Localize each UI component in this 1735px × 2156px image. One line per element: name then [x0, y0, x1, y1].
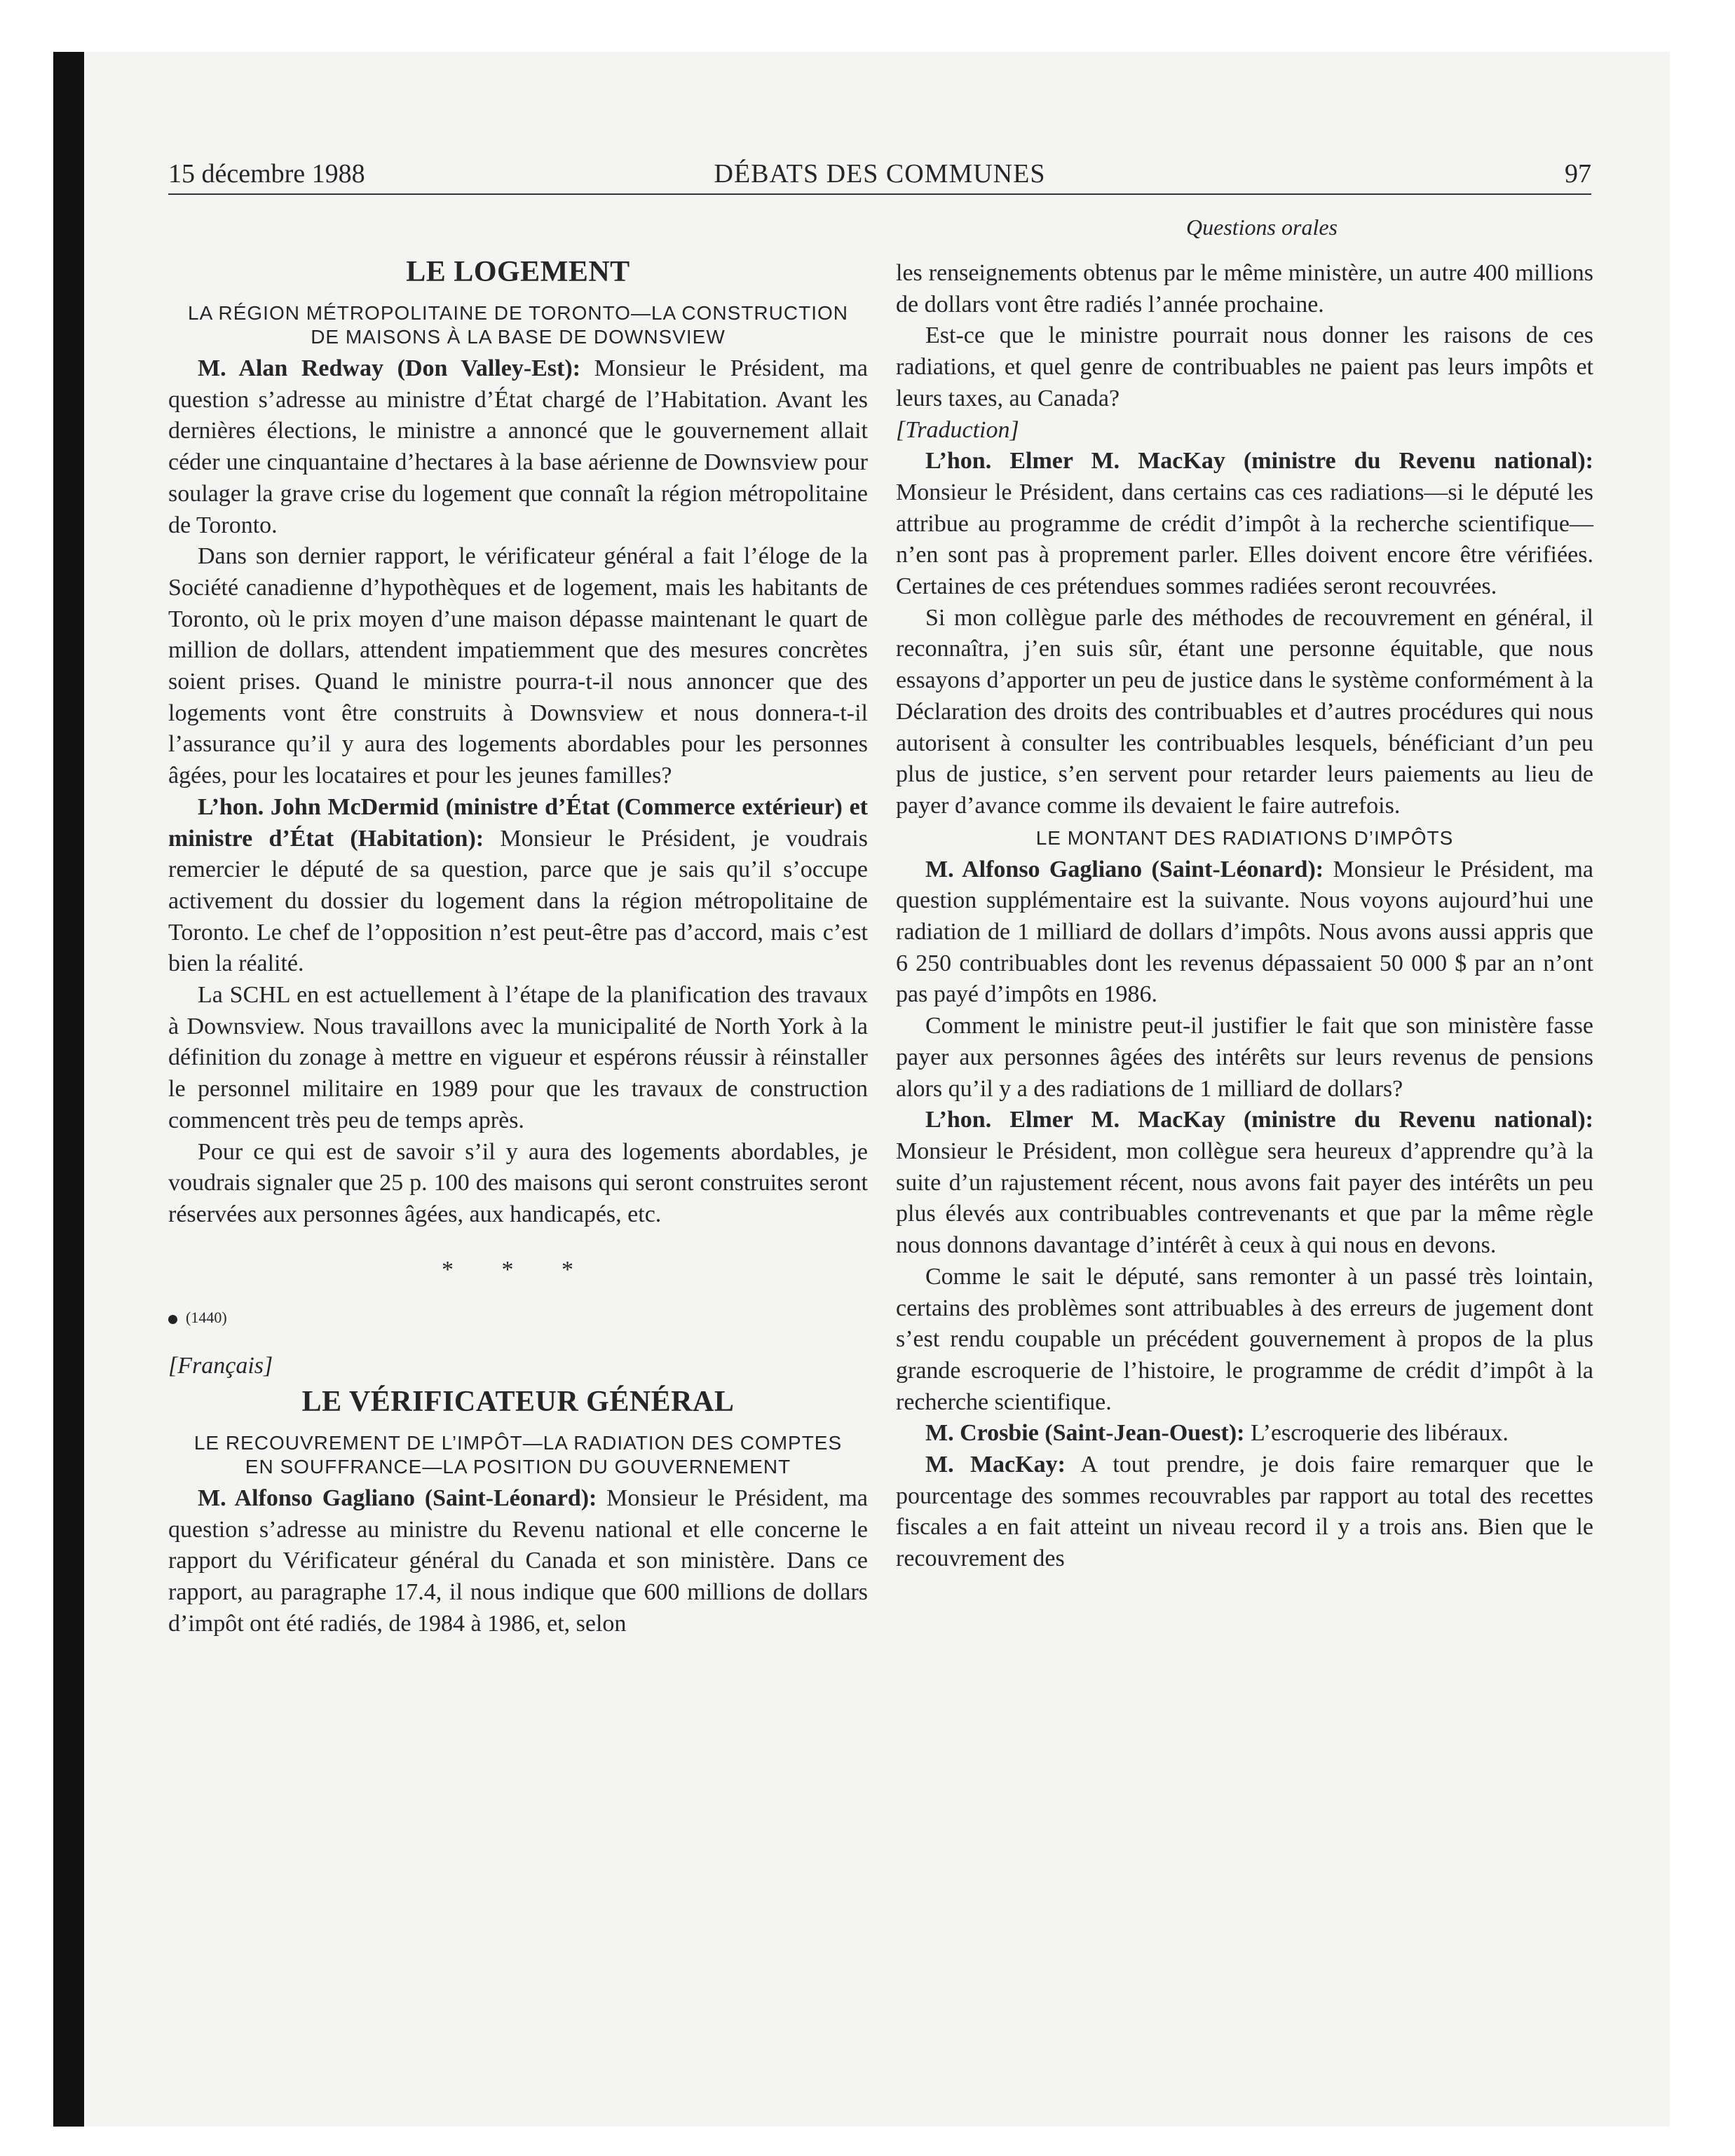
paragraph: M. Crosbie (Saint-Jean-Ouest): L’escroquerie des libéraux.: [925, 1420, 1509, 1447]
language-note: [Traduction]: [896, 416, 1019, 443]
paragraph: M. Alfonso Gagliano (Saint-Léonard): Monsieur le Président, ma question s’adresse au ministre du Revenu national et elle concerne le rapport du Vérificateur général du Canada et son ministère. Dans ce rapport, au paragraphe 17.4, il nous indique que 600 millions de dollars d’impôt ont été radiés, de 1984 à 1986, et, selon: [168, 1485, 868, 1637]
paragraph: Comment le ministre peut-il justifier le fait que son ministère fasse payer aux personnes âgées des intérêts sur leurs revenus de pensions alors qu’il y a des radiations de 1 milliard de dollars?: [896, 1013, 1593, 1102]
paragraph: M. Alfonso Gagliano (Saint-Léonard): Monsieur le Président, ma question supplémentaire est la suivante. Nous voyons aujourd’hui une radiation de 1 milliard de dollars d’impôts. Nous avons aussi appris que 6 250 contribuables dont les revenus dépassaient 50 000 $ par an n’ont pas payé d’impôts en 1986.: [896, 856, 1594, 1008]
paragraph: L’hon. Elmer M. MacKay (ministre du Revenu national): Monsieur le Président, dans certains cas ces radiations—si le député les attribue au programme de crédit d’impôt à la recherche scientifique—n’en sont pas à proprement parler. Elles doivent encore être vérifiées. Certaines de ces prétendues sommes radiées seront recouvrées.: [896, 448, 1593, 600]
subheading-logement: LA RÉGION MÉTROPOLITAINE DE TORONTO—LA CONSTRUCTION DE MAISONS À LA BASE DE DOWNSVIEW: [188, 302, 848, 348]
time-marker: (1440): [168, 1302, 868, 1334]
paragraph: L’hon. Elmer M. MacKay (ministre du Revenu national): Monsieur le Président, mon collègue sera heureux d’apprendre qu’à la suite d’un rajustement récent, nous avons fait payer des intérêts un peu plus élevés aux contribuables contrevenants et que par la même règle nous donnons davantage d’intérêt à ceux à qui nous en devons.: [896, 1107, 1593, 1259]
paragraph: Pour ce qui est de savoir s’il y aura des logements abordables, je voudrais signaler que 25 p. 100 des maisons qui seront construites seront réservées aux personnes âgées, aux handicapés, etc.: [168, 1138, 868, 1227]
paragraph: Est-ce que le ministre pourrait nous donner les raisons de ces radiations, et quel genre de contribuables ne paient pas leurs impôts et leurs taxes, au Canada?: [896, 322, 1593, 411]
speaker-name: M. Alfonso Gagliano (Saint-Léonard):: [925, 856, 1324, 882]
paragraph: La SCHL en est actuellement à l’étape de la planification des travaux à Downsview. Nous travaillons avec la municipalité de North York à la définition du zonage à mettre en vigueur et espérons réussir à réinstaller le personnel militaire en 1989 pour que les travaux de construction commencent très peu de temps après.: [168, 982, 868, 1133]
speaker-name: M. MacKay:: [925, 1452, 1066, 1478]
header-date: 15 décembre 1988: [168, 159, 365, 189]
speaker-name: L’hon. Elmer M. MacKay (ministre du Revenu national):: [925, 448, 1593, 475]
subheading-recouvrement: LE RECOUVREMENT DE L’IMPÔT—LA RADIATION DES COMPTES EN SOUFFRANCE—LA POSITION DU GOUVERNEMENT: [193, 1431, 843, 1478]
bullet-dot-icon: [168, 1315, 177, 1324]
binding-edge: [53, 52, 84, 2127]
speaker-name: L’hon. John McDermid (ministre d’État (Commerce extérieur) et ministre d’État (Habitation):: [168, 793, 868, 852]
section-separator: * * *: [442, 1256, 594, 1283]
language-note: [Français]: [168, 1353, 273, 1379]
speaker-name: M. Alfonso Gagliano (Saint-Léonard):: [198, 1485, 597, 1511]
speaker-name: M. Crosbie (Saint-Jean-Ouest):: [925, 1420, 1245, 1447]
paragraph: M. MacKay: A tout prendre, je dois faire remarquer que le pourcentage des sommes recouvrables par rapport au total des recettes fiscales a en fait atteint un niveau record il y a trois ans. Bien que le recouvrement des: [896, 1452, 1593, 1572]
paragraph: Si mon collègue parle des méthodes de recouvrement en général, il reconnaîtra, j’en suis sûr, étant une personne équitable, que nous essayons d’apporter un peu de justice dans le système conformément à la Déclaration des droits des contribuables et d’autres procédures qui nous autorisent à consulter les contribuables lesquels, bénéficiant d’un peu plus de justice, s’en servent pour retarder leurs paiements au lieu de payer d’avance comme ils devaient le faire autrefois.: [896, 604, 1593, 819]
running-head: Questions orales: [1186, 214, 1338, 240]
right-column: [896, 258, 1593, 1575]
paragraph: L’hon. John McDermid (ministre d’État (Commerce extérieur) et ministre d’État (Habitation): Monsieur le Président, je voudrais remercier le député de sa question, parce que je sais qu’il s’occupe activement du dossier du logement dans la région métropolitaine de Toronto. Le chef de l’opposition n’est peut-être pas d’accord, mais c’est bien la réalité.: [168, 793, 868, 977]
paragraph: Comme le sait le député, sans remonter à un passé très lointain, certains des problèmes sont attribuables à des erreurs de jugement dont s’est rendu coupable un précédent gouvernement à propos de la plus grande escroquerie de l’histoire, le programme de crédit d’impôt à la recherche scientifique.: [896, 1263, 1593, 1415]
section-heading-logement: LE LOGEMENT: [406, 256, 630, 288]
speaker-name: M. Alan Redway (Don Valley-Est):: [198, 355, 581, 381]
header-title: DÉBATS DES COMMUNES: [714, 159, 1046, 189]
page-number: 97: [1565, 159, 1591, 189]
paragraph: M. Alan Redway (Don Valley-Est): Monsieur le Président, ma question s’adresse au ministre d’État chargé de l’Habitation. Avant les dernières élections, le ministre a annoncé que le gouvernement allait céder une cinquantaine d’hectares à la base aérienne de Downsview pour soulager la grave crise du logement que connaît la région métropolitaine de Toronto.: [168, 355, 868, 538]
subheading-montant: LE MONTANT DES RADIATIONS D’IMPÔTS: [1035, 826, 1454, 849]
section-heading-verificateur: LE VÉRIFICATEUR GÉNÉRAL: [301, 1385, 735, 1418]
speaker-name: L’hon. Elmer M. MacKay (ministre du Revenu national):: [925, 1107, 1593, 1133]
header-rule: [168, 193, 1591, 195]
paragraph: Dans son dernier rapport, le vérificateur général a fait l’éloge de la Société canadienne d’hypothèques et de logement, mais les habitants de Toronto, où le prix moyen d’une maison dépasse maintenant le quart de million de dollars, attendent impatiemment que des mesures concrètes soient prises. Quand le ministre pourra-t-il nous annoncer que des logements vont être construits à Downsview et nous donnera-t-il l’assurance qu’il y aura des logements abordables pour les personnes âgées, pour les locataires et pour les jeunes familles?: [168, 543, 868, 789]
left-column: [168, 252, 868, 1639]
paragraph: les renseignements obtenus par le même ministère, un autre 400 millions de dollars vont être radiés l’année prochaine.: [896, 260, 1593, 318]
